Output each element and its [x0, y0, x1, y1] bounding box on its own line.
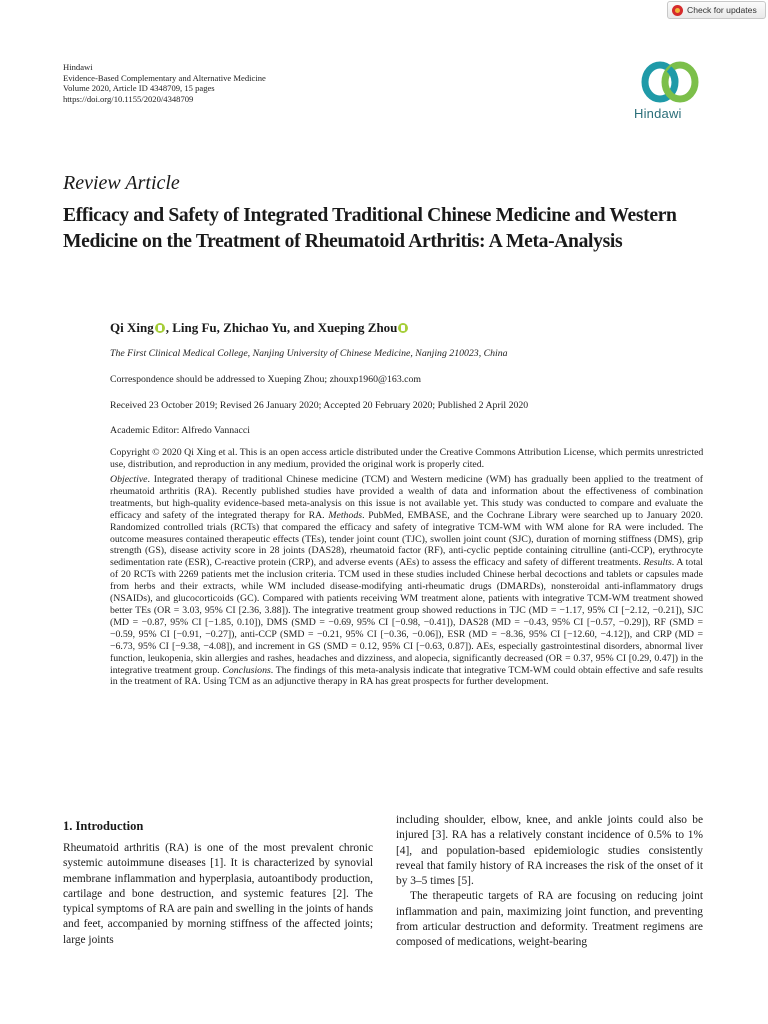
crossmark-icon — [672, 5, 683, 16]
intro-left-column: Rheumatoid arthritis (RA) is one of the most prevalent chronic systemic autoimmune diseases [1]. It is characterized by synovial membrane inflammation and hyperplasia, autoantibody production, cartilage and bone destruction, and systemic features [2]. The typical symptoms of RA are pain and swelling in the joints of hands and feet, accompanied by morning stiffness of the affected joints; large joints — [63, 842, 373, 946]
copyright-notice: Copyright © 2020 Qi Xing et al. This is an open access article distributed under the Creative Commons Attribution License, which permits unrestricted use, distribution, and reproduction in any medium, provided the original work is properly cited. — [110, 447, 704, 470]
abstract-conclusions: . The findings of this meta-analysis indicate that integrative TCM-WM could obtain effective and safe results in the treatment of RA. Using TCM as an adjunctive therapy in RA has great prospects for further development. — [110, 664, 703, 688]
check-updates-label: Check for updates — [687, 5, 757, 15]
intro-right-paragraph-1: including shoulder, elbow, knee, and ankle joints could also be injured [3]. RA has a relatively constant incidence of 0.5% to 1% [4], and population-based epidemiologic studies consistently reveal that family history of RA increases the risk of the onset of it by 3–5 times [5]. — [396, 814, 703, 888]
journal-info — [63, 62, 266, 104]
section-heading-introduction: 1. Introduction — [63, 819, 144, 833]
orcid-icon[interactable] — [398, 323, 408, 333]
abstract-conclusions-label: Conclusions — [222, 664, 271, 676]
volume-line: Volume 2020, Article ID 4348709, 15 pages — [63, 83, 215, 93]
publication-dates: Received 23 October 2019; Revised 26 January 2020; Accepted 20 February 2020; Published 2 April 2020 — [110, 400, 529, 411]
intro-right-column — [396, 813, 703, 951]
article-type: Review Article — [63, 172, 180, 194]
hindawi-logo-text: Hindawi — [634, 106, 682, 121]
abstract-objective-label: Objective — [110, 474, 148, 485]
academic-editor: Academic Editor: Alfredo Vannacci — [110, 425, 250, 436]
journal-name: Evidence-Based Complementary and Alternative Medicine — [63, 72, 266, 83]
orcid-icon[interactable] — [155, 323, 165, 333]
doi-link[interactable]: https://doi.org/10.1155/2020/4348709 — [63, 93, 194, 104]
hindawi-logo — [634, 60, 714, 121]
abstract-objective: . Integrated therapy of traditional Chinese medicine (TCM) and Western medicine (WM) has gradually been applied to the treatment of rheumatoid arthritis (RA). Recently published studies have provided a wealth of data and information about the effectiveness of combination treatments, but high-quality evidence-based meta-analysis on this issue is not available yet. This study was conducted to compare and evaluate the efficacy and safety of the integrated therapy for RA. — [110, 474, 703, 521]
correspondence: Correspondence should be addressed to Xueping Zhou; zhouxp1960@163.com — [110, 374, 422, 385]
affiliation: The First Clinical Medical College, Nanjing University of Chinese Medicine, Nanjing 210023, China — [110, 348, 508, 359]
abstract-results-label: Results — [643, 557, 672, 569]
author-list — [110, 320, 409, 336]
abstract-results: . A total of 20 RCTs with 2269 patients met the inclusion criteria. TCM used in these studies included Chinese herbal decoctions and tablets or capsules made from herbs and their extracts, while WM included disease-modifying anti-rheumatic drugs (DMARDs), nonsteroidal anti-inflammatory drugs (NSAIDs), and glucocorticoids (GC). Compared with patients receiving WM treatment alone, patients with integrative TCM-WM treatment showed better TEs (OR = 3.03, 95% CI [2.36, 3.88]). The integrative treatment group showed reductions in TJC (MD = −1.17, 95% CI [−2.12, −0.21]), SJC (MD = −0.87, 95% CI [−1.85, 0.10]), DMS (SMD = −0.69, 95% CI [−0.98, −0.41]), DAS28 (MD = −0.43, 95% CI [−0.57, −0.29]), RF (SMD = −0.59, 95% CI [−0.91, −0.27]), anti-CCP (SMD = −0.21, 95% CI [−0.36, −0.06]), ESR (MD = −8.36, 95% CI [−12.60, −4.12]), and CRP (MD = −6.73, 95% CI [−9.38, −4.08]), and increment in GS (SMD = 0.12, 95% CI [−0.63, 0.87]). AEs, especially gastrointestinal disorders, abnormal liver function, leukopenia, skin allergies and rashes, headaches and dizziness, and alopecia, significantly decreased (OR = 0.37, 95% CI [0.29, 0.47]) in the integrative treatment group. — [110, 557, 703, 676]
abstract-methods-label: Methods — [328, 509, 363, 521]
hindawi-rings-icon — [639, 60, 701, 104]
article-title: Efficacy and Safety of Integrated Traditional Chinese Medicine and Western Medicine on the Treatment of Rheumatoid Arthritis: A Meta-Analysis — [63, 205, 677, 252]
abstract-methods: . PubMed, EMBASE, and the Cochrane Library were searched up to January 2020. Randomized controlled trials (RCTs) that compared the efficacy and safety of integrative TCM-WM with WM alone for RA were included. The outcome measures contained therapeutic effects (TEs), tender joint count (TJC), swollen joint count (SJC), duration of morning stiffness (DMS), grip strength (GS), disease activity score in 28 joints (DAS28), rheumatoid factor (RF), anti-cyclic peptide containing citrulline (anti-CCP), erythrocyte sedimentation rate (ESR), C-reactive protein (CRP), and adverse events (AEs) to assess the efficacy and safety of different treatments. — [110, 509, 703, 569]
authors-rest: , Ling Fu, Zhichao Yu, and Xueping Zhou — [165, 320, 398, 335]
abstract — [110, 474, 703, 688]
intro-right-paragraph-2: The therapeutic targets of RA are focusing on reducing joint inflammation and pain, maximizing joint function, and preventing from articular destruction and deformity. Treatment regimens are composed of medications, weight-bearing — [396, 890, 703, 949]
check-for-updates-button[interactable] — [667, 1, 766, 19]
publisher-name: Hindawi — [63, 62, 93, 72]
author-1: Qi Xing — [110, 320, 154, 335]
